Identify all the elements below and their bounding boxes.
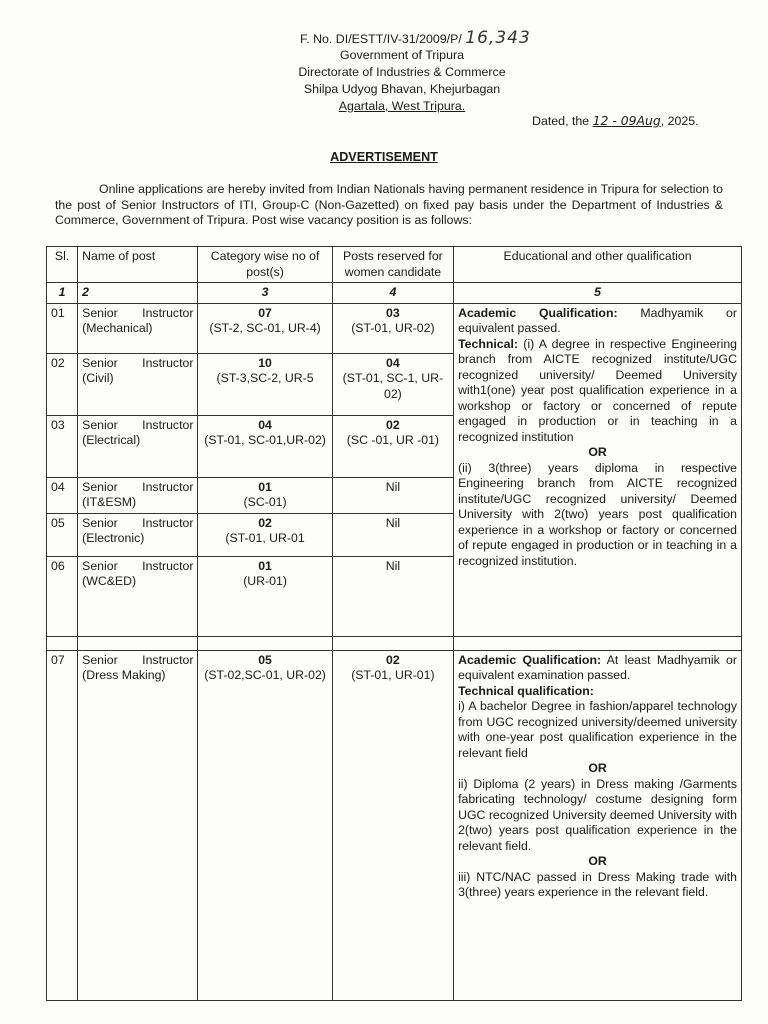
table-row — [47, 650, 742, 1000]
row-post: Senior Instructor (WC&ED) — [78, 556, 198, 636]
office-city: Agartala, West Tripura. — [338, 99, 466, 113]
spacer-cell — [78, 636, 198, 650]
header-category: Category wise no of post(s) — [198, 247, 332, 283]
or-separator: OR — [588, 761, 607, 775]
technical-label: Technical: — [458, 336, 518, 351]
intro-paragraph: Online applications are hereby invited from Indian Nationals having permanent residence in Tripura for selection to the post of Senior Instructors of ITI, Group-C (Non-Gazetted) on fixed pay basis under the Department of Industries & Commerce, Government of Tripura. Post wise vacancy position is as follows: — [55, 182, 723, 227]
row-category-split: (ST-01, SC-01,UR-02) — [204, 433, 326, 447]
vacancy-table — [46, 246, 742, 1001]
row-women: Nil — [332, 513, 453, 556]
row-post: Senior Instructor (Electronic) — [78, 513, 198, 556]
row-women — [332, 415, 453, 477]
row-sl: 02 — [47, 353, 78, 415]
column-number-row — [47, 283, 742, 304]
qualification-option-2: ii) Diploma (2 years) in Dress making /Garments fabricating technology/ costume designing form UGC recognized University deemed University with 2(two) years post qualification experience in the relevant field. — [458, 776, 737, 853]
header-sl: Sl. — [47, 247, 78, 283]
row-category-split: (SC-01) — [243, 495, 287, 509]
row-count: 01 — [258, 479, 272, 494]
row-women — [332, 353, 453, 415]
row-sl: 04 — [47, 477, 78, 513]
row-women-split: (SC -01, UR -01) — [346, 433, 440, 447]
qualification-option-1: i) A bachelor Degree in fashion/apparel technology from UGC recognized university/deemed university with one-year post qualification experience in the relevant field — [458, 699, 737, 760]
date-handwritten: 12 - 09 — [592, 113, 637, 128]
row-women — [332, 650, 453, 1000]
qualification-option-3: iii) NTC/NAC passed in Dress Making trade with 3(three) years experience in the relevant field. — [458, 869, 737, 899]
row-women-split: (ST-01, SC-1, UR-02) — [342, 371, 444, 401]
row-category — [198, 650, 332, 1000]
row-post: Senior Instructor (Civil) — [78, 353, 198, 415]
row-women-count: 03 — [386, 305, 400, 320]
row-women-split: (ST-01, UR-02) — [351, 321, 435, 335]
row-post: Senior Instructor (IT&ESM) — [78, 477, 198, 513]
row-count: 10 — [258, 355, 272, 370]
spacer-cell — [332, 636, 453, 650]
office-address: Shilpa Udyog Bhavan, Khejurbagan — [303, 82, 501, 96]
col-number: 1 — [47, 283, 78, 304]
col-number: 3 — [198, 283, 332, 304]
header-qualification: Educational and other qualification — [454, 247, 742, 283]
row-category — [198, 513, 332, 556]
date-year: , 2025. — [660, 114, 699, 128]
header-post: Name of post — [78, 247, 198, 283]
col-number: 4 — [332, 283, 453, 304]
row-women-count: 02 — [386, 652, 400, 667]
qualification-group-2 — [454, 650, 742, 1000]
row-count: 07 — [258, 305, 272, 320]
row-sl: 01 — [47, 303, 78, 353]
row-women-count: 04 — [386, 355, 400, 370]
row-category-split: (ST-2, SC-01, UR-4) — [209, 321, 321, 335]
row-women: Nil — [332, 477, 453, 513]
qualification-group-1 — [454, 303, 742, 636]
row-category-split: (UR-01) — [243, 574, 287, 588]
row-count: 05 — [258, 652, 272, 667]
technical-label: Technical qualification: — [458, 683, 594, 698]
page-title: ADVERTISEMENT — [330, 150, 438, 164]
row-category — [198, 353, 332, 415]
academic-text: Madhyamik or equivalent passed. — [458, 305, 737, 335]
row-category — [198, 556, 332, 636]
row-category — [198, 477, 332, 513]
date-line — [532, 113, 699, 128]
row-sl: 03 — [47, 415, 78, 477]
col-number: 2 — [78, 283, 198, 304]
date-prefix: Dated, the — [532, 114, 590, 128]
or-separator: OR — [588, 445, 607, 459]
spacer-cell — [47, 636, 78, 650]
file-number — [300, 30, 540, 47]
or-separator: OR — [588, 854, 607, 868]
row-category — [198, 415, 332, 477]
academic-label: Academic Qualification: — [458, 652, 602, 667]
academic-text: At least Madhyamik or equivalent examination passed. — [458, 652, 737, 682]
row-sl: 06 — [47, 556, 78, 636]
file-number-text: F. No. DI/ESTT/IV-31/2009/P/ — [300, 32, 462, 46]
row-count: 04 — [258, 417, 272, 432]
academic-label: Academic Qualification: — [458, 305, 618, 320]
header-women: Posts reserved for women candidate — [332, 247, 453, 283]
row-category-split: (ST-3,SC-2, UR-5 — [216, 371, 314, 385]
row-sl: 05 — [47, 513, 78, 556]
col-number: 5 — [454, 283, 742, 304]
government-name: Government of Tripura — [340, 48, 464, 62]
table-spacer-row — [47, 636, 742, 650]
row-sl: 07 — [47, 650, 78, 1000]
table-header-row — [47, 247, 742, 283]
directorate-name: Directorate of Industries & Commerce — [298, 65, 506, 79]
date-month: Aug — [636, 113, 661, 128]
row-post: Senior Instructor (Electrical) — [78, 415, 198, 477]
row-women: Nil — [332, 556, 453, 636]
row-women-count: 02 — [386, 417, 400, 432]
row-count: 01 — [258, 558, 272, 573]
technical-text: (i) A degree in respective Engineering branch from AICTE recognized institute/UGC recognized university/ Deemed University with1(one) year post qualification experience in a workshop or factory or concerned of repute engaged in production or in teaching in a recognized institution — [458, 336, 737, 444]
row-women-split: (ST-01, UR-01) — [351, 668, 435, 682]
alternate-qualification: (ii) 3(three) years diploma in respective Engineering branch from AICTE recognized institute/UGC recognized university/ Deemed University with 2(two) years post qualification experience in a workshop or factory or concerned of repute engaged in production or in teaching in a recognized institution. — [458, 460, 737, 568]
row-women — [332, 303, 453, 353]
spacer-cell — [198, 636, 332, 650]
row-post: Senior Instructor (Mechanical) — [78, 303, 198, 353]
file-number-handwritten: 16,343 — [465, 28, 531, 48]
spacer-cell — [454, 636, 742, 650]
row-category-split: (ST-01, UR-01 — [225, 531, 305, 545]
row-count: 02 — [258, 515, 272, 530]
row-post: Senior Instructor (Dress Making) — [78, 650, 198, 1000]
table-row — [47, 303, 742, 353]
row-category-split: (ST-02,SC-01, UR-02) — [204, 668, 326, 682]
row-category — [198, 303, 332, 353]
